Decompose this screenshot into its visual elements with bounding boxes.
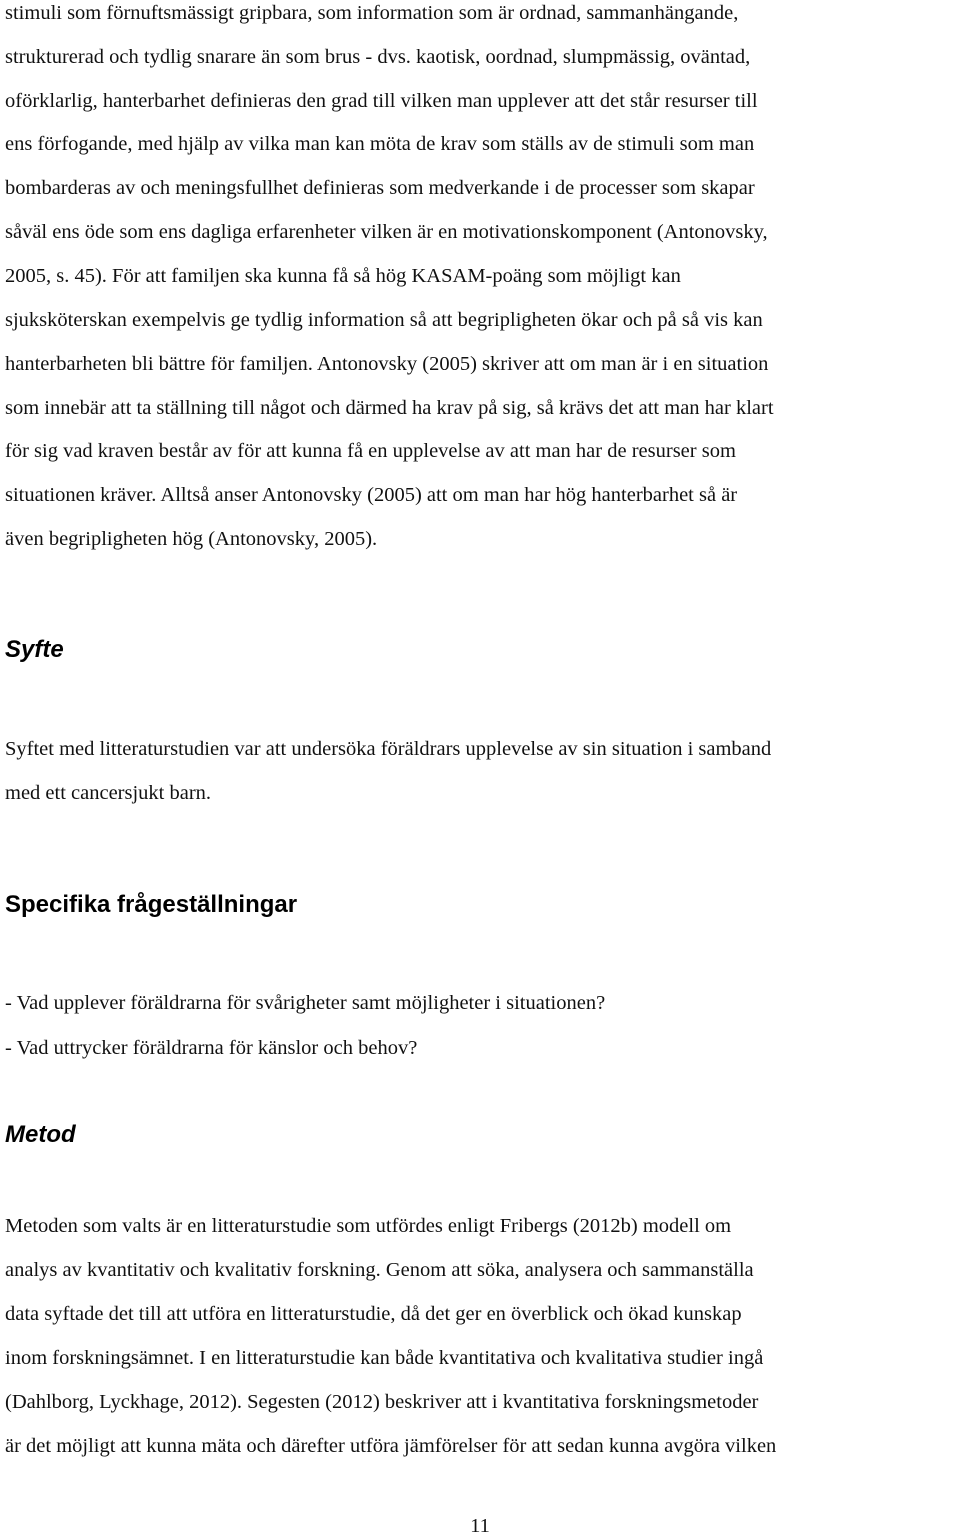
paragraph-line: oförklarlig, hanterbarhet definieras den grad till vilken man upplever att det står resurser till — [5, 90, 758, 112]
question-item: - Vad uttrycker föräldrarna för känslor och behov? — [5, 1037, 418, 1059]
paragraph-line: ens förfogande, med hjälp av vilka man kan möta de krav som ställs av de stimuli som man — [5, 133, 755, 155]
paragraph-line: Metoden som valts är en litteraturstudie som utfördes enligt Fribergs (2012b) modell om — [5, 1215, 732, 1237]
fragestallningar-heading: Specifika frågeställningar — [5, 891, 298, 918]
paragraph-line: som innebär att ta ställning till något och därmed ha krav på sig, så krävs det att man har klart — [5, 397, 774, 419]
paragraph-line: (Dahlborg, Lyckhage, 2012). Segesten (2012) beskriver att i kvantitativa forskningsmetoder — [5, 1391, 759, 1413]
paragraph-line: stimuli som förnuftsmässigt gripbara, som information som är ordnad, sammanhängande, — [5, 2, 739, 24]
question-item: - Vad upplever föräldrarna för svårigheter samt möjligheter i situationen? — [5, 992, 606, 1014]
metod-heading: Metod — [5, 1121, 76, 1148]
paragraph-line: Syftet med litteraturstudien var att undersöka föräldrars upplevelse av sin situation i samband — [5, 738, 772, 760]
paragraph-line: inom forskningsämnet. I en litteraturstudie kan både kvantitativa och kvalitativa studier ingå — [5, 1347, 764, 1369]
page-number: 11 — [470, 1515, 490, 1537]
paragraph-line: är det möjligt att kunna mäta och därefter utföra jämförelser för att sedan kunna avgöra vilken — [5, 1435, 777, 1457]
paragraph-line: för sig vad kraven består av för att kunna få en upplevelse av att man har de resurser som — [5, 440, 736, 462]
paragraph-line: även begripligheten hög (Antonovsky, 2005). — [5, 528, 378, 550]
paragraph-line: strukturerad och tydlig snarare än som brus - dvs. kaotisk, oordnad, slumpmässig, oväntad, — [5, 46, 751, 68]
paragraph-line: med ett cancersjukt barn. — [5, 782, 212, 804]
paragraph-line: sjuksköterskan exempelvis ge tydlig information så att begripligheten ökar och på så vis kan — [5, 309, 763, 331]
paragraph-line: analys av kvantitativ och kvalitativ forskning. Genom att söka, analysera och sammanställa — [5, 1259, 754, 1281]
paragraph-line: 2005, s. 45). För att familjen ska kunna få så hög KASAM-poäng som möjligt kan — [5, 265, 681, 287]
paragraph-line: data syftade det till att utföra en litteraturstudie, då det ger en överblick och ökad kunskap — [5, 1303, 742, 1325]
paragraph-line: situationen kräver. Alltså anser Antonovsky (2005) att om man har hög hanterbarhet så är — [5, 484, 738, 506]
paragraph-line: hanterbarheten bli bättre för familjen. Antonovsky (2005) skriver att om man är i en situation — [5, 353, 769, 375]
paragraph-line: bombarderas av och meningsfullhet definieras som medverkande i de processer som skapar — [5, 177, 755, 199]
paragraph-line: såväl ens öde som ens dagliga erfarenheter vilken är en motivationskomponent (Antonovsky, — [5, 221, 768, 243]
syfte-heading: Syfte — [5, 636, 64, 663]
